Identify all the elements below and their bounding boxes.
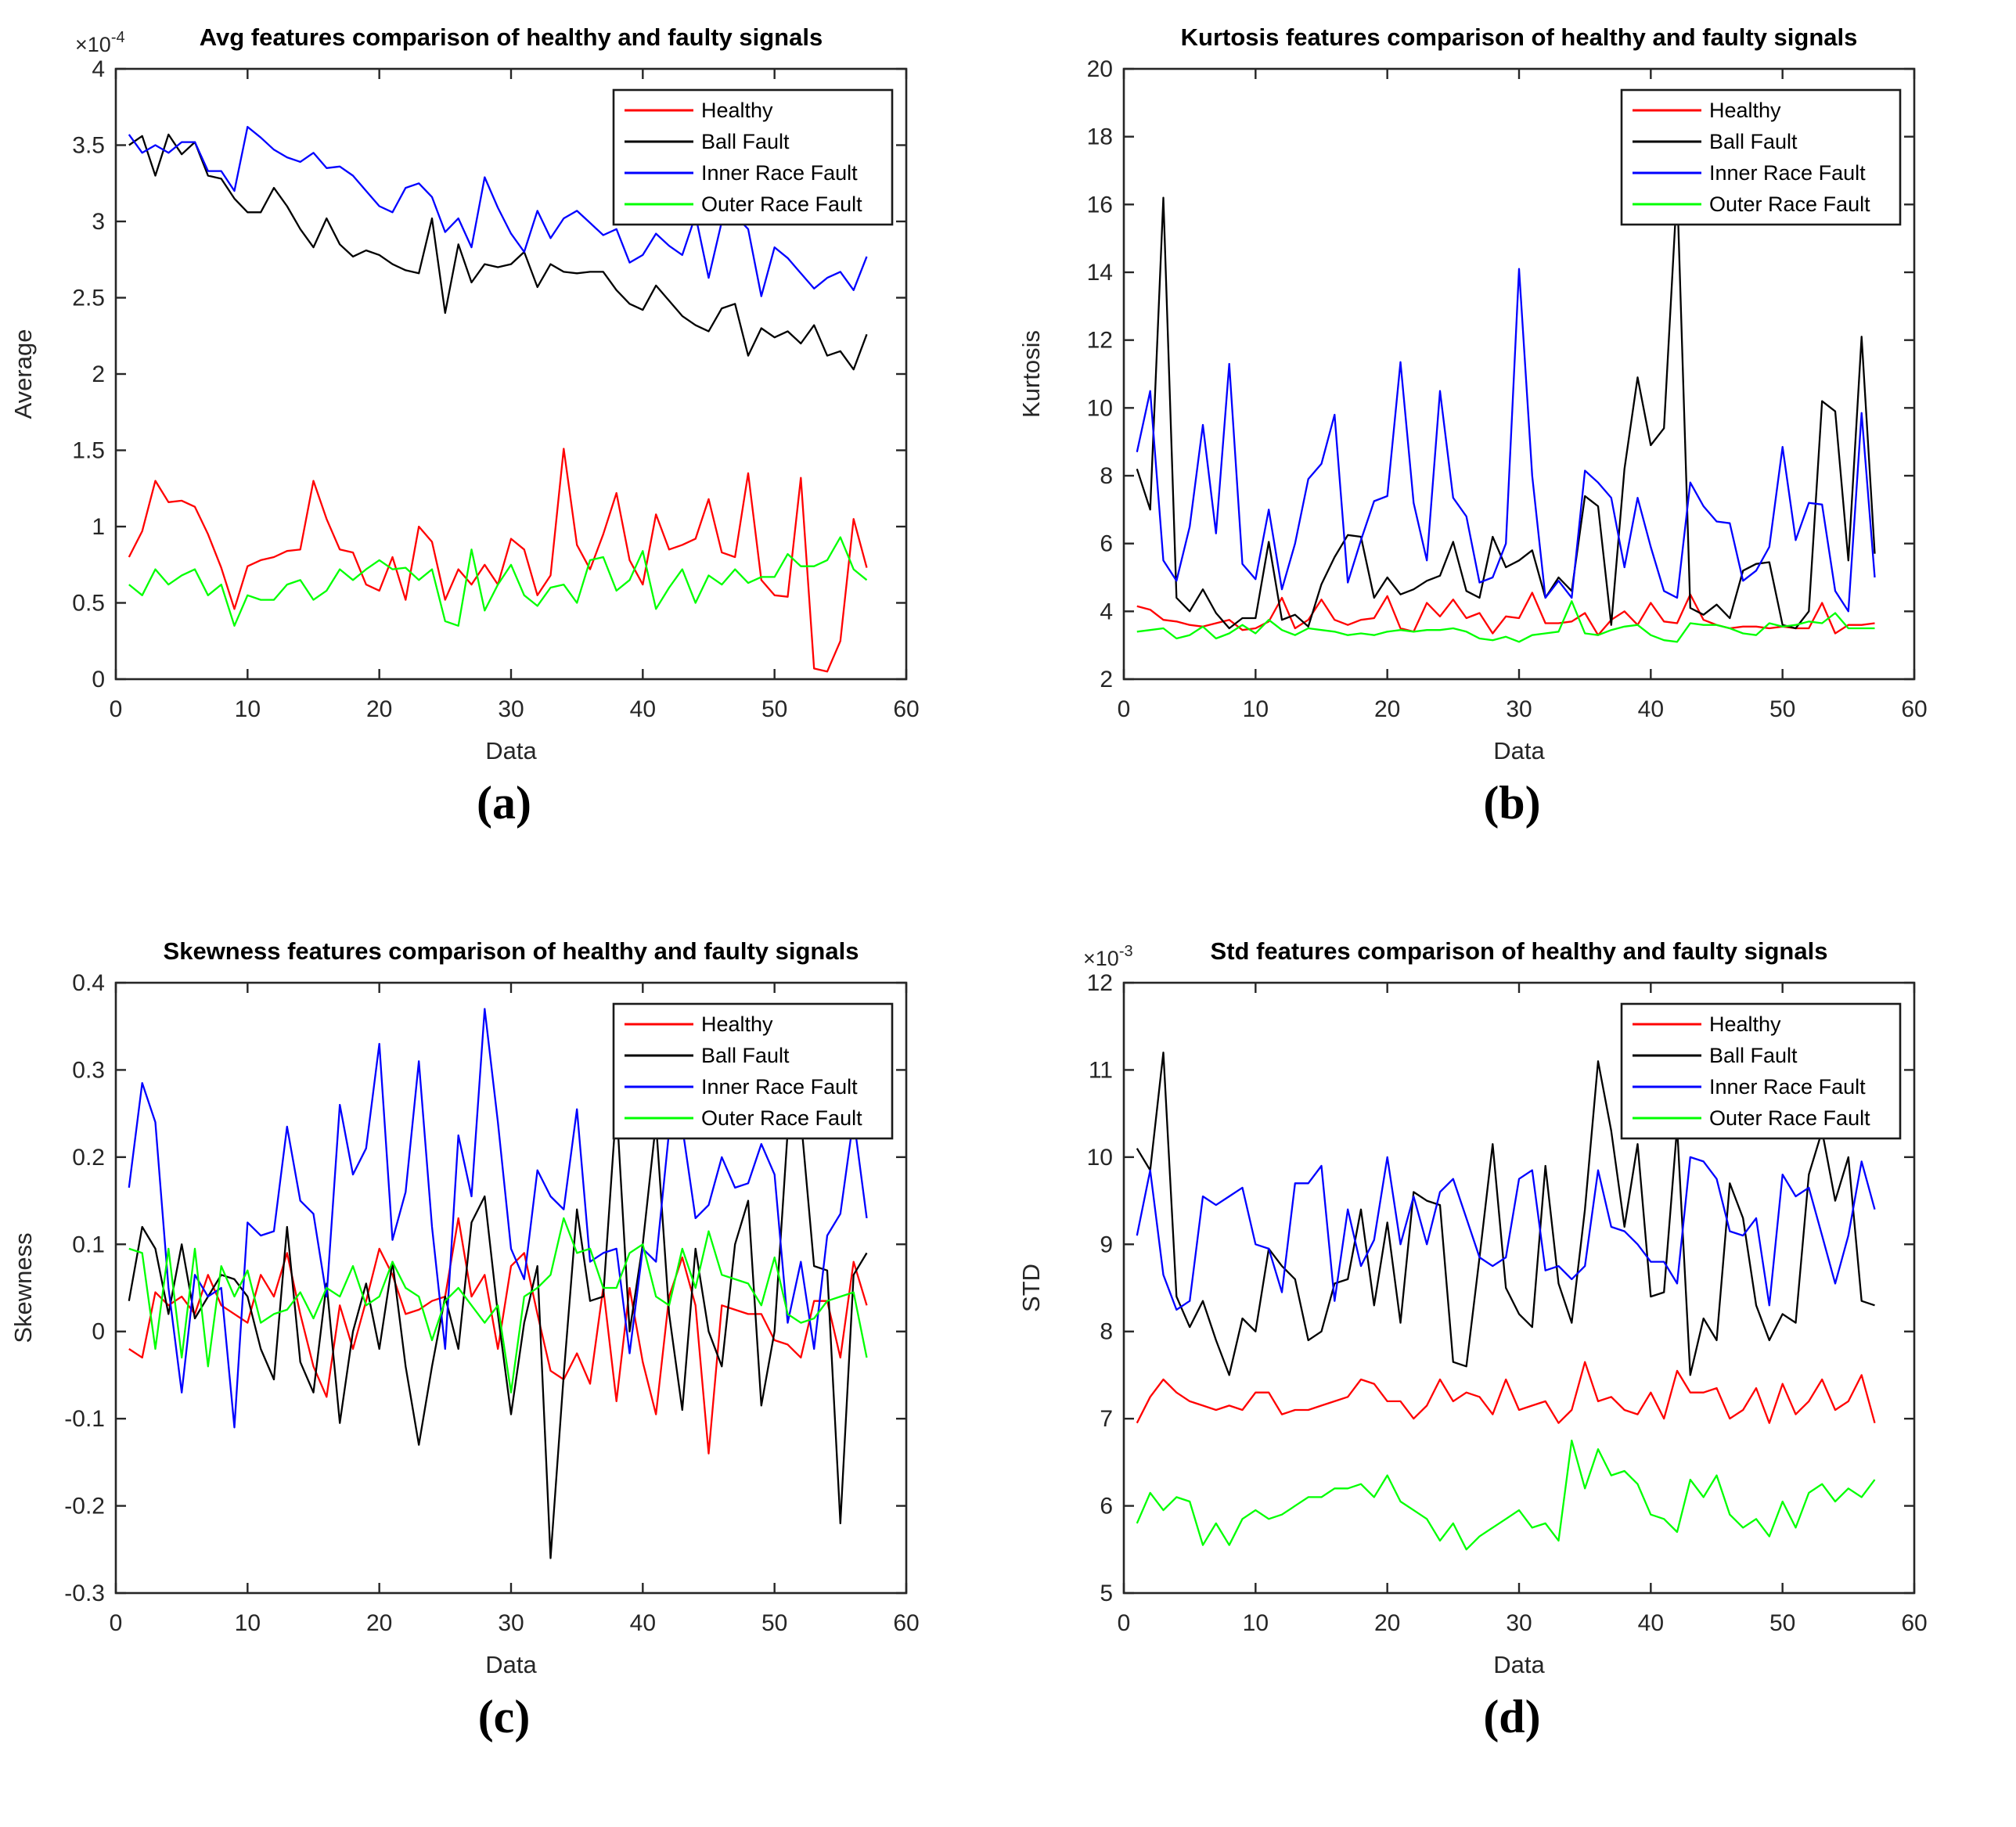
y-tick-label: 2: [92, 361, 105, 387]
y-axis-label: Average: [9, 329, 37, 419]
x-tick-label: 0: [1117, 1610, 1131, 1636]
x-tick-label: 20: [365, 1610, 393, 1636]
legend-label: Healthy: [701, 99, 773, 122]
y-tick-label: 5: [1100, 1581, 1113, 1606]
legend: [614, 1004, 892, 1138]
y-tick-label: 0.4: [72, 970, 105, 996]
y-tick-label: 14: [1086, 260, 1113, 286]
chart-title: Avg features comparison of healthy and faulty signals: [199, 23, 823, 51]
y-axis-label: Kurtosis: [1017, 330, 1045, 418]
y-tick-label: 18: [1086, 124, 1113, 150]
legend-label: Outer Race Fault: [701, 192, 862, 216]
y-tick-label: 0: [92, 1318, 105, 1345]
caption-d: (d): [1483, 1691, 1541, 1742]
y-tick-label: 7: [1100, 1406, 1113, 1433]
chart-title: Skewness features comparison of healthy and faulty signals: [163, 937, 859, 965]
legend-label: Outer Race Fault: [1709, 192, 1870, 216]
x-tick-label: 10: [1242, 1610, 1269, 1636]
legend-label: Outer Race Fault: [701, 1106, 862, 1130]
legend-label: Ball Fault: [1709, 130, 1798, 153]
y-tick-label: 10: [1086, 1144, 1113, 1171]
y-axis-multiplier: $\times 10^{-4}$: [75, 29, 125, 56]
legend-label: Inner Race Fault: [1709, 161, 1866, 185]
y-tick-label: 1.5: [72, 437, 105, 464]
x-tick-label: 60: [893, 696, 920, 722]
x-tick-label: 20: [365, 696, 393, 722]
y-tick-label: 12: [1086, 970, 1113, 996]
y-tick-label: 6: [1100, 1493, 1113, 1520]
x-axis-label: Data: [1493, 737, 1545, 764]
legend-label: Ball Fault: [1709, 1044, 1798, 1067]
y-tick-label: 8: [1100, 463, 1113, 489]
x-tick-label: 40: [1637, 696, 1665, 722]
y-tick-label: 0.5: [72, 590, 105, 617]
y-tick-label: 20: [1086, 56, 1113, 82]
legend: [1622, 1004, 1900, 1138]
x-tick-label: 60: [1901, 696, 1928, 722]
legend-label: Ball Fault: [701, 1044, 790, 1067]
x-tick-label: 10: [234, 696, 261, 722]
y-tick-label: 9: [1100, 1232, 1113, 1258]
x-tick-label: 10: [1242, 696, 1269, 722]
panel-d: [1008, 914, 2016, 1827]
x-tick-label: 10: [234, 1610, 261, 1636]
y-tick-label: 12: [1086, 327, 1113, 354]
x-tick-label: 20: [1373, 696, 1401, 722]
x-tick-label: 0: [109, 696, 123, 722]
legend-label: Ball Fault: [701, 130, 790, 153]
caption-c: (c): [477, 1691, 531, 1742]
y-tick-label: 3.5: [72, 132, 105, 159]
y-axis-multiplier: $\times 10^{-3}$: [1083, 943, 1133, 970]
x-tick-label: 60: [893, 1610, 920, 1636]
x-tick-label: 50: [761, 696, 788, 722]
y-tick-label: 0.3: [72, 1057, 105, 1084]
y-tick-label: 11: [1088, 1057, 1113, 1084]
legend-label: Inner Race Fault: [1709, 1075, 1866, 1099]
legend-label: Healthy: [701, 1012, 773, 1036]
y-tick-label: 4: [92, 56, 105, 82]
x-tick-label: 30: [1506, 1610, 1532, 1636]
x-tick-label: 40: [629, 696, 657, 722]
y-tick-label: 2: [1100, 667, 1113, 692]
y-tick-label: 2.5: [72, 285, 105, 311]
y-tick-label: -0.1: [64, 1406, 105, 1433]
y-tick-label: -0.2: [64, 1493, 105, 1520]
caption-a: (a): [477, 777, 531, 829]
legend-label: Healthy: [1709, 1012, 1781, 1036]
caption-b: (b): [1483, 777, 1541, 829]
x-tick-label: 0: [1117, 696, 1131, 722]
chart-title: Kurtosis features comparison of healthy and faulty signals: [1180, 23, 1858, 51]
y-tick-label: 4: [1100, 599, 1113, 625]
legend-label: Outer Race Fault: [1709, 1106, 1870, 1130]
y-tick-label: 6: [1100, 530, 1113, 557]
x-tick-label: 50: [1769, 1610, 1796, 1636]
x-tick-label: 30: [498, 696, 524, 722]
x-tick-label: 30: [498, 1610, 524, 1636]
x-tick-label: 30: [1506, 696, 1532, 722]
y-tick-label: 0.1: [72, 1232, 105, 1258]
chart-title: Std features comparison of healthy and faulty signals: [1210, 937, 1828, 965]
legend: [614, 90, 892, 225]
x-axis-label: Data: [1493, 1651, 1545, 1678]
legend-label: Healthy: [1709, 99, 1781, 122]
legend-label: Inner Race Fault: [701, 1075, 858, 1099]
y-tick-label: 16: [1086, 192, 1113, 218]
x-tick-label: 20: [1373, 1610, 1401, 1636]
panel-b: [1008, 0, 2016, 913]
x-tick-label: 50: [761, 1610, 788, 1636]
y-tick-label: -0.3: [64, 1581, 105, 1606]
legend: [1622, 90, 1900, 225]
x-tick-label: 40: [1637, 1610, 1665, 1636]
x-tick-label: 60: [1901, 1610, 1928, 1636]
y-tick-label: 8: [1100, 1318, 1113, 1345]
y-tick-label: 1: [92, 514, 105, 540]
y-tick-label: 3: [92, 209, 105, 235]
x-tick-label: 50: [1769, 696, 1796, 722]
y-axis-label: STD: [1017, 1264, 1045, 1312]
y-axis-label: Skewness: [9, 1232, 37, 1343]
y-tick-label: 0: [92, 667, 105, 692]
panel-a: [0, 0, 1008, 913]
x-tick-label: 40: [629, 1610, 657, 1636]
x-axis-label: Data: [485, 1651, 537, 1678]
legend-label: Inner Race Fault: [701, 161, 858, 185]
panel-c: [0, 914, 1008, 1827]
x-tick-label: 0: [109, 1610, 123, 1636]
y-tick-label: 0.2: [72, 1144, 105, 1171]
y-tick-label: 10: [1086, 395, 1113, 422]
x-axis-label: Data: [485, 737, 537, 764]
